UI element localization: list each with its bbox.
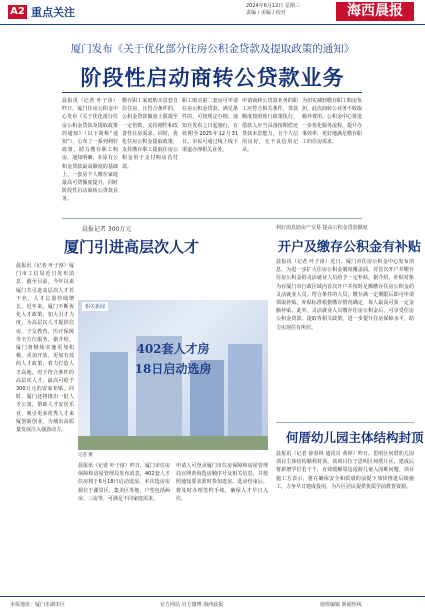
related-news-badge: 相关新闻: [82, 302, 108, 311]
photo-caption: 记者 摄: [78, 453, 93, 458]
lead-column-2: 缴存职工家庭购买首套自住住房，且符合条件的，公积金贷款额度上限提至一定倍数，支持刚性和改善性住房需求。同时，优化住房公积金提取政策，支持缴存职工提取住房公积金用于支付购房首付款。: [122, 98, 178, 170]
page-footer: [0, 596, 425, 612]
lead-subtitle: 厦门发布《关于优化部分住房公积金贷款及提取政策的通知》: [70, 43, 355, 55]
subsidy-headline: 开户及缴存公积金有补贴: [278, 240, 422, 255]
photo-overlay-line-2: 18日启动选房: [134, 362, 212, 376]
date-line: 2024年6月12日 星期三: [246, 3, 300, 9]
section-name: 重点关注: [31, 6, 75, 19]
housing-story-col-1: 晨报讯（记者 叶子淳）昨日，厦门市住房保障和房屋管理局发布消息，402套人才住房将于6月18日启动选房。本次选房房源位于湖里区、集美区等地，户型包括两房、三房等，可满足不同家庭需求。: [78, 463, 170, 502]
kindergarten-headline: 何厝幼儿园主体结构封顶: [286, 430, 424, 445]
talent-kicker: 晨报记者 300万元: [82, 226, 132, 233]
lead-title: 阶段性启动商转公贷款业务: [80, 65, 345, 90]
housing-story-col-2: 申请人可登录厦门市住房保障和房屋管理局官网查询选房顺序号及相关信息，并按照通知要求准时参加选房。选房结束后，将及时办理签约手续，确保人才早日入住。: [176, 463, 268, 502]
photo-overlay-line-1: 402套人才房: [136, 342, 210, 356]
subsidy-body: 晨报讯（记者 叶子淳）近日，厦门市住房公积金中心发布消息，为进一步扩大住房公积金制度覆盖面，对首次开户并缴存住房公积金的灵活就业人员给予一定补贴。据介绍，补贴对象为在厦门市行政区域内首次开户并按时足额缴存住房公积金的灵活就业人员。符合条件的人员，缴存满一定期限后即可申请领取补贴。补贴标准根据缴存情况确定，每人最高可获一定金额补贴。此外，灵活就业人员缴存住房公积金后，可享受住房公积金贷款、提取等相关政策，进一步提升住房保障水平，助力实现住有所居。: [276, 259, 414, 331]
right-divider: [276, 422, 414, 423]
section-divider: [62, 218, 362, 219]
footer-hotline: 值班编辑 新闻热线: [320, 602, 362, 608]
talent-body: 晨报讯（记者 叶子淳）厦门市工信局近日发布消息，截至目前，今年以来厦门共引进高层次人才若干名，人才总量持续增长。近年来，厦门不断优化人才政策，加大引才力度，为高层次人才提供住房、子女教育、医疗保障等全方位服务。据介绍，厦门将继续实施更加积极、更加开放、更加有效的人才政策，着力打造人才高地。对于符合条件的高层次人才，最高可给予300万元的安家补贴。同时，厦门还将推出一批人才公寓，帮助人才安居乐业，吸引更多优秀人才来厦创新创业，为城市高质量发展注入强劲动力。: [16, 263, 74, 434]
footer-links: 官方网站 官方微博 海西晨报: [160, 602, 224, 608]
page-number-tag: A2: [8, 5, 27, 19]
header-meta: [246, 3, 332, 17]
ground-strip: [78, 436, 268, 450]
building-shape: [228, 344, 262, 440]
lead-column-3: 职工购买第二套房可申请住房公积金贷款，满足条件的，可按规定办理。通知自发布之日起施行，有效期至2025年12月31日。市民可通过线上线下渠道办理相关业务。: [182, 98, 238, 154]
editor-line: 责编 / 美编 / 校对: [246, 10, 286, 16]
lead-column-5: 为切实减轻缴存职工购房负担，此次商转公业务不收取额外费用。公积金中心将进一步优化服务流程，提升办事效率，更好地满足缴存职工的住房需求。: [302, 98, 362, 146]
lead-column-1: 晨报讯（记者 叶子淳）昨日，厦门住房公积金中心发布《关于优化部分住房公积金贷款及提取政策的通知》（以下简称“通知”），公布了一系列利好政策，助力缴存职工购房。通知明确，在原有公积金贷款最高额度的基础上，一套房个人缴存家庭最高可贷额度提升，同时阶段性启动商转公贷款业务。: [62, 98, 118, 203]
headline-divider: [62, 92, 362, 93]
subsidy-kicker: 利好消息助房产交易 提高公积金贷款额度: [276, 225, 368, 231]
talent-housing-photo: [78, 300, 268, 450]
newspaper-logo: 海西晨报: [336, 2, 414, 21]
page-header: [0, 0, 425, 25]
footer-address: 本报地址：厦门市湖里区: [10, 602, 66, 608]
talent-headline: 厦门引进高层次人才: [64, 238, 200, 256]
kindergarten-body: 晨报讯（记者 徐春林 通讯员 黄婷）昨日，思明区何厝幼儿园项目主体结构顺利封顶。该项目位于思明区何厝片区，建成后将新增学位若干个，有效缓解周边适龄儿童入园难问题。项目施工方表示，将在确保安全和质量的前提下加快推进后续施工，力争早日建成投用，为片区居民提供优质学前教育资源。: [276, 451, 414, 490]
lead-column-4: 申请商转公贷款业务的职工应符合相关条件，贷款额度按照现行政策执行。借款人应当具备按期偿还贷款本息能力，且个人信用良好，无不良信用记录。: [242, 98, 298, 154]
